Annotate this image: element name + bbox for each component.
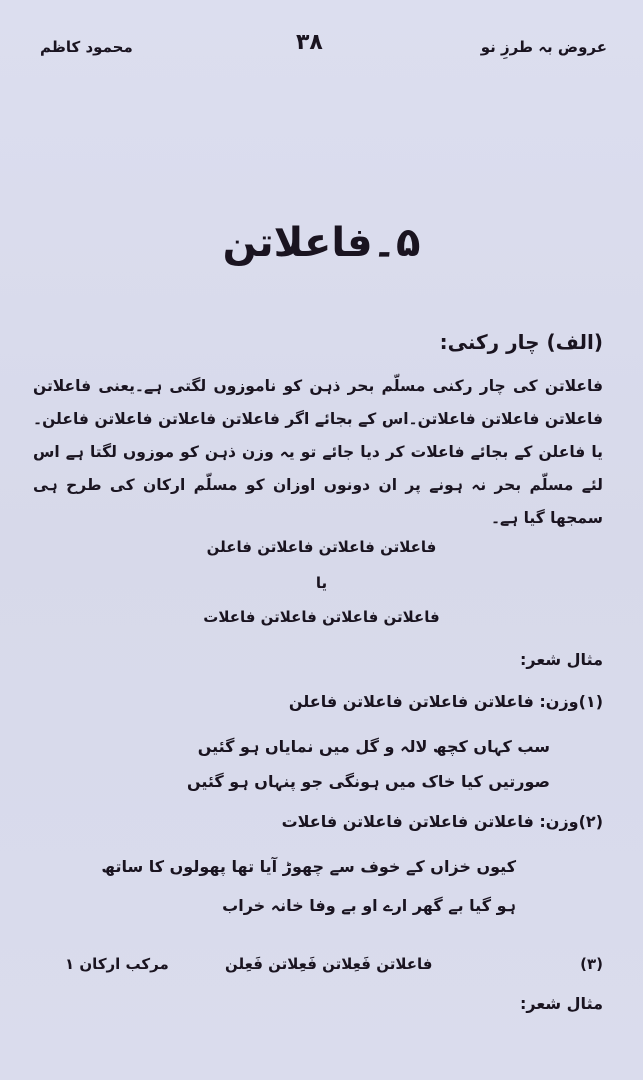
example-2-verse-line-2: ہو گیا بے گھر ارے او بے وفا خانہ خراب <box>222 896 516 915</box>
example-heading-2: مثال شعر: <box>519 994 603 1013</box>
example-2-meter: (۲)وزن: فاعلاتن فاعلاتن فاعلاتن فاعلات <box>281 812 603 831</box>
example-1-verse-line-2: صورتیں کیا خاک میں ہونگی جو پنہاں ہو گئیں <box>186 772 550 791</box>
example-1-meter: (۱)وزن: فاعلاتن فاعلاتن فاعلاتن فاعلن <box>288 692 603 711</box>
example-1-verse-line-1: سب کہاں کچھ لالہ و گل میں نمایاں ہو گئیں <box>197 737 550 756</box>
section-a-label: (الف) چار رکنی: <box>439 330 603 354</box>
section-a-paragraph: فاعلاتن کی چار رکنی مسلّم بحر ذہن کو ناموزوں لگتی ہے۔یعنی فاعلاتن فاعلاتن فاعلاتن فاعلاتن۔اس کے بجائے اگر فاعلاتن فاعلاتن فاعلاتن فاعلن۔یا فاعلن کے بجائے فاعلات کر دیا جائے تو یہ وزن ذہن کو موزوں لگتا ہے اس لئے مسلّم بحر نہ ہونے پر ان دونوں اوزان کو مسلّم ارکان کی طرح ہی سمجھا گیا ہے۔ <box>33 377 603 527</box>
meter-pattern-2: فاعلاتن فاعلاتن فاعلاتن فاعلات <box>203 608 440 626</box>
or-separator: یا <box>315 574 328 592</box>
example-2-verse-line-1: کیوں خزاں کے خوف سے چھوڑ آیا تھا پھولوں کا ساتھ <box>101 857 516 876</box>
example-heading: مثال شعر: <box>519 650 603 669</box>
item-3-scansion: فاعلاتن فَعِلاتن فَعِلاتن فَعِلن <box>225 955 433 973</box>
chapter-title: ۵۔فاعلاتن <box>222 220 421 266</box>
page-number: ۳۸ <box>296 30 323 55</box>
item-3-number: (۳) <box>580 955 603 973</box>
bleed-through: ⠀ <box>95 142 104 156</box>
meter-pattern-1: فاعلاتن فاعلاتن فاعلاتن فاعلن <box>206 538 437 556</box>
book-title: عروض بہ طرزِ نو <box>480 38 607 56</box>
item-3-label: مرکب ارکان ۱ <box>65 955 169 973</box>
author-name: محمود کاظم <box>40 38 133 56</box>
